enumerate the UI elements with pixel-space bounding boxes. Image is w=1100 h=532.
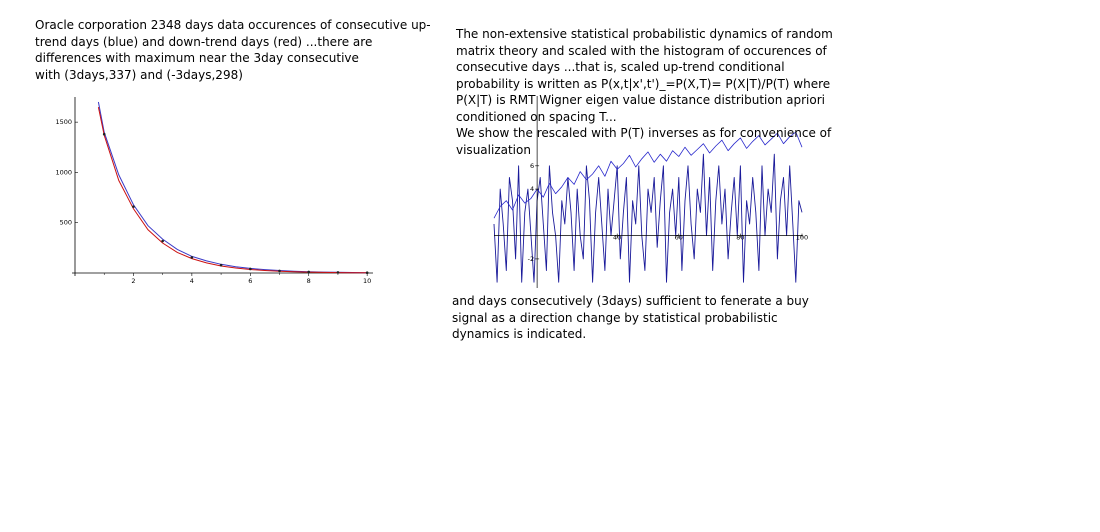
left-caption xyxy=(35,17,431,83)
x-tick-label: 80 xyxy=(736,233,745,242)
data-point xyxy=(278,270,281,273)
y-tick-label: -2 xyxy=(527,254,535,263)
left-caption-line: Oracle corporation 2348 days data occurences of consecutive up- xyxy=(35,18,431,32)
y-tick-label: 500 xyxy=(59,218,72,227)
right-caption-line: probability is written as P(x,t|x',t')_=P(X,T)= P(X|T)/P(T) where xyxy=(456,76,831,91)
y-tick-label: 1000 xyxy=(55,168,72,177)
y-tick-label: 4 xyxy=(529,185,535,194)
bottom-caption xyxy=(452,293,809,343)
uptrend-line xyxy=(98,102,367,273)
data-point xyxy=(161,240,164,243)
data-point xyxy=(337,271,340,274)
y-tick-label: 6 xyxy=(529,161,535,170)
right-caption-line: We show the rescaled with P(T) inverses as for convenience of xyxy=(456,126,832,140)
right-caption-line: visualization xyxy=(456,142,531,157)
right-caption xyxy=(456,26,833,158)
right-caption-line: matrix theory and scaled with the histogram of occurences of xyxy=(456,43,827,58)
right-caption-line: The non-extensive statistical probabilistic dynamics of random xyxy=(456,27,833,41)
data-point xyxy=(191,256,194,259)
decay-chart xyxy=(55,95,395,295)
bottom-caption-line: dynamics is indicated. xyxy=(452,327,587,341)
data-point xyxy=(366,271,369,274)
rescaled-series-line xyxy=(494,154,802,282)
x-tick-label: 10 xyxy=(363,277,372,285)
data-point xyxy=(103,133,106,136)
data-point xyxy=(249,268,252,271)
data-point xyxy=(220,264,223,267)
bottom-caption-line: signal as a direction change by statistical probabilistic xyxy=(452,310,778,325)
x-tick-label: 2 xyxy=(131,277,136,285)
x-tick-label: 6 xyxy=(248,277,253,285)
right-caption-line: P(X|T) is RMT Wigner eigen value distance distribution apriori xyxy=(456,93,825,107)
left-caption-line: trend days (blue) and down-trend days (red) ...there are xyxy=(35,34,373,49)
x-tick-label: 8 xyxy=(306,277,311,285)
bottom-caption-line: and days consecutively (3days) sufficient to fenerate a buy xyxy=(452,294,809,308)
x-tick-label: 40 xyxy=(613,233,622,242)
x-tick-label: 100 xyxy=(795,233,809,242)
data-point xyxy=(132,205,135,208)
x-tick-label: 60 xyxy=(674,233,683,242)
y-tick-label: 1500 xyxy=(55,118,72,127)
downtrend-line xyxy=(98,107,367,273)
x-tick-label: 4 xyxy=(189,277,194,285)
left-caption-line: with (3days,337) and (-3days,298) xyxy=(35,67,243,82)
data-point xyxy=(307,271,310,274)
left-caption-line: differences with maximum near the 3day consecutive xyxy=(35,51,359,65)
right-caption-line: consecutive days ...that is, scaled up-trend conditional xyxy=(456,60,785,74)
right-caption-line: conditioned on spacing T... xyxy=(456,109,617,124)
